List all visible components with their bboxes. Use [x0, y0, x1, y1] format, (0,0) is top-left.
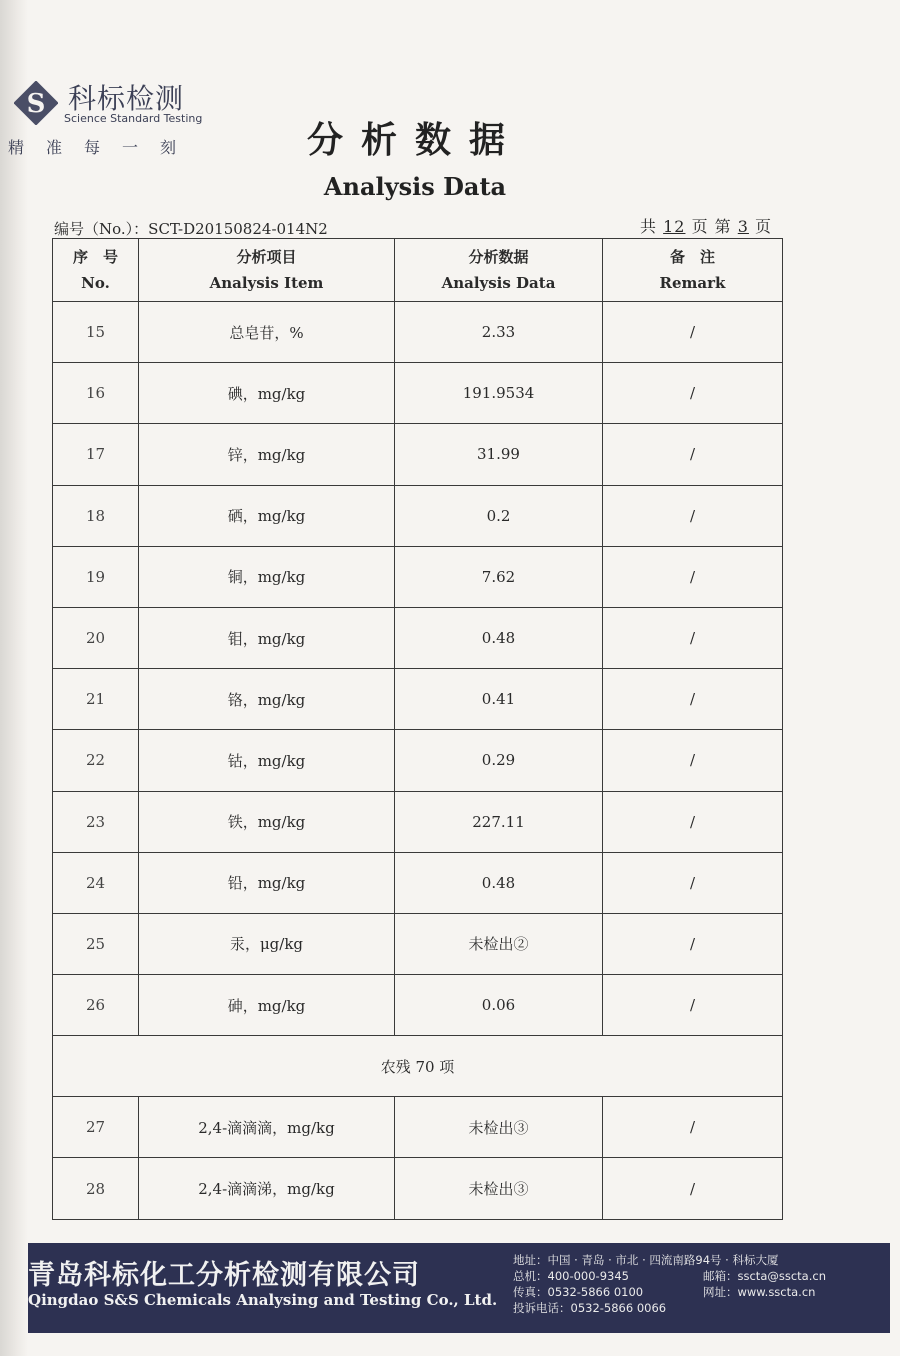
row-data: 31.99: [395, 424, 603, 485]
row-no: 17: [53, 424, 139, 485]
footer-company-en: Qingdao S&S Chemicals Analysing and Testing Co., Ltd.: [28, 1291, 498, 1309]
total-pages: 12: [663, 217, 686, 236]
row-data: 未检出③: [395, 1097, 603, 1158]
page-suffix: 页: [755, 217, 773, 236]
row-remark: /: [603, 546, 783, 607]
row-remark: /: [603, 485, 783, 546]
row-item: 总皂苷，%: [139, 302, 395, 363]
page-mid: 页 第: [691, 217, 732, 236]
row-no: 16: [53, 363, 139, 424]
row-no: 27: [53, 1097, 139, 1158]
table-row: [53, 302, 783, 363]
row-remark: /: [603, 852, 783, 913]
table-row: [53, 363, 783, 424]
header-item: [139, 239, 395, 302]
current-page: 3: [737, 217, 749, 236]
row-no: 15: [53, 302, 139, 363]
row-item: 2,4-滴滴滴，mg/kg: [139, 1097, 395, 1158]
header-item-en: Analysis Item: [209, 274, 324, 292]
header-data-cn: 分析数据: [468, 248, 529, 266]
table-row: [53, 1158, 783, 1219]
row-no: 21: [53, 669, 139, 730]
table-row: [53, 852, 783, 913]
row-data: 0.06: [395, 975, 603, 1036]
logo-slogan: 精准每一刻: [8, 138, 199, 157]
header-no: [53, 239, 139, 302]
footer-address: 地址：中国 · 青岛 · 市北 · 四流南路94号 · 科标大厦: [513, 1253, 779, 1267]
header-remark-en: Remark: [659, 274, 726, 292]
footer-fax: 传真：0532-5866 0100: [513, 1285, 644, 1299]
analysis-table: [52, 238, 783, 1220]
row-item: 铁，mg/kg: [139, 791, 395, 852]
row-no: 25: [53, 913, 139, 974]
row-no: 24: [53, 852, 139, 913]
table-row: [53, 424, 783, 485]
row-item: 汞，μg/kg: [139, 913, 395, 974]
row-item: 锌，mg/kg: [139, 424, 395, 485]
footer-hotline: 总机：400-000-9345: [513, 1269, 629, 1283]
row-no: 23: [53, 791, 139, 852]
row-item: 钼，mg/kg: [139, 607, 395, 668]
row-remark: /: [603, 1158, 783, 1219]
table-row: [53, 485, 783, 546]
row-data: 227.11: [395, 791, 603, 852]
row-no: 26: [53, 975, 139, 1036]
table-body: [53, 302, 783, 1220]
footer-contact-right: [703, 1268, 826, 1300]
row-data: 0.48: [395, 852, 603, 913]
row-data: 7.62: [395, 546, 603, 607]
row-data: 2.33: [395, 302, 603, 363]
table-row: [53, 607, 783, 668]
row-item: 铅，mg/kg: [139, 852, 395, 913]
document-number-label: 编号（No.）：: [54, 220, 149, 238]
row-data: 未检出③: [395, 1158, 603, 1219]
row-data: 0.41: [395, 669, 603, 730]
header-no-cn: 序 号: [72, 248, 118, 266]
row-item: 砷，mg/kg: [139, 975, 395, 1036]
table-row: [53, 975, 783, 1036]
row-remark: /: [603, 669, 783, 730]
scan-edge: [0, 0, 28, 1356]
section-row: [53, 1036, 783, 1097]
table-row: [53, 1097, 783, 1158]
row-remark: /: [603, 302, 783, 363]
document-number-value: SCT-D20150824-014N2: [148, 220, 328, 238]
row-no: 28: [53, 1158, 139, 1219]
header-data-en: Analysis Data: [441, 274, 556, 292]
header-no-en: No.: [81, 274, 110, 292]
table-row: [53, 730, 783, 791]
row-remark: /: [603, 791, 783, 852]
footer-company-cn: 青岛科标化工分析检测有限公司: [28, 1260, 420, 1291]
page-title-cn: 分析数据: [306, 119, 523, 161]
svg-text:S: S: [26, 89, 46, 119]
row-remark: /: [603, 730, 783, 791]
row-no: 18: [53, 485, 139, 546]
row-no: 22: [53, 730, 139, 791]
row-remark: /: [603, 424, 783, 485]
document-number: [54, 218, 328, 239]
row-data: 0.48: [395, 607, 603, 668]
table-row: [53, 546, 783, 607]
row-item: 铜，mg/kg: [139, 546, 395, 607]
row-remark: /: [603, 607, 783, 668]
row-data: 191.9534: [395, 363, 603, 424]
row-data: 未检出②: [395, 913, 603, 974]
footer-website: 网址：www.sscta.cn: [703, 1285, 816, 1299]
table-row: [53, 791, 783, 852]
row-remark: /: [603, 975, 783, 1036]
page-prefix: 共: [640, 217, 658, 236]
row-no: 20: [53, 607, 139, 668]
header-remark: [603, 239, 783, 302]
row-item: 碘，mg/kg: [139, 363, 395, 424]
header-remark-cn: 备 注: [669, 248, 715, 266]
row-remark: /: [603, 1097, 783, 1158]
row-data: 0.29: [395, 730, 603, 791]
row-data: 0.2: [395, 485, 603, 546]
footer-banner: [28, 1243, 890, 1333]
footer-email: 邮箱：sscta@sscta.cn: [703, 1269, 826, 1283]
page-info: [640, 214, 772, 237]
logo-name-cn: 科标检测: [68, 82, 185, 115]
row-item: 2,4-滴滴涕，mg/kg: [139, 1158, 395, 1219]
footer-complaint: 投诉电话：0532-5866 0066: [513, 1301, 667, 1315]
section-label: 农残 70 项: [53, 1036, 783, 1097]
row-no: 19: [53, 546, 139, 607]
header-data: [395, 239, 603, 302]
page-title-en: Analysis Data: [323, 172, 507, 201]
row-remark: /: [603, 913, 783, 974]
row-remark: /: [603, 363, 783, 424]
row-item: 钴，mg/kg: [139, 730, 395, 791]
table-row: [53, 669, 783, 730]
row-item: 硒，mg/kg: [139, 485, 395, 546]
row-item: 铬，mg/kg: [139, 669, 395, 730]
header-item-cn: 分析项目: [236, 248, 297, 266]
logo-name-en: Science Standard Testing: [64, 112, 203, 125]
table-header-row: [53, 239, 783, 302]
table-row: [53, 913, 783, 974]
